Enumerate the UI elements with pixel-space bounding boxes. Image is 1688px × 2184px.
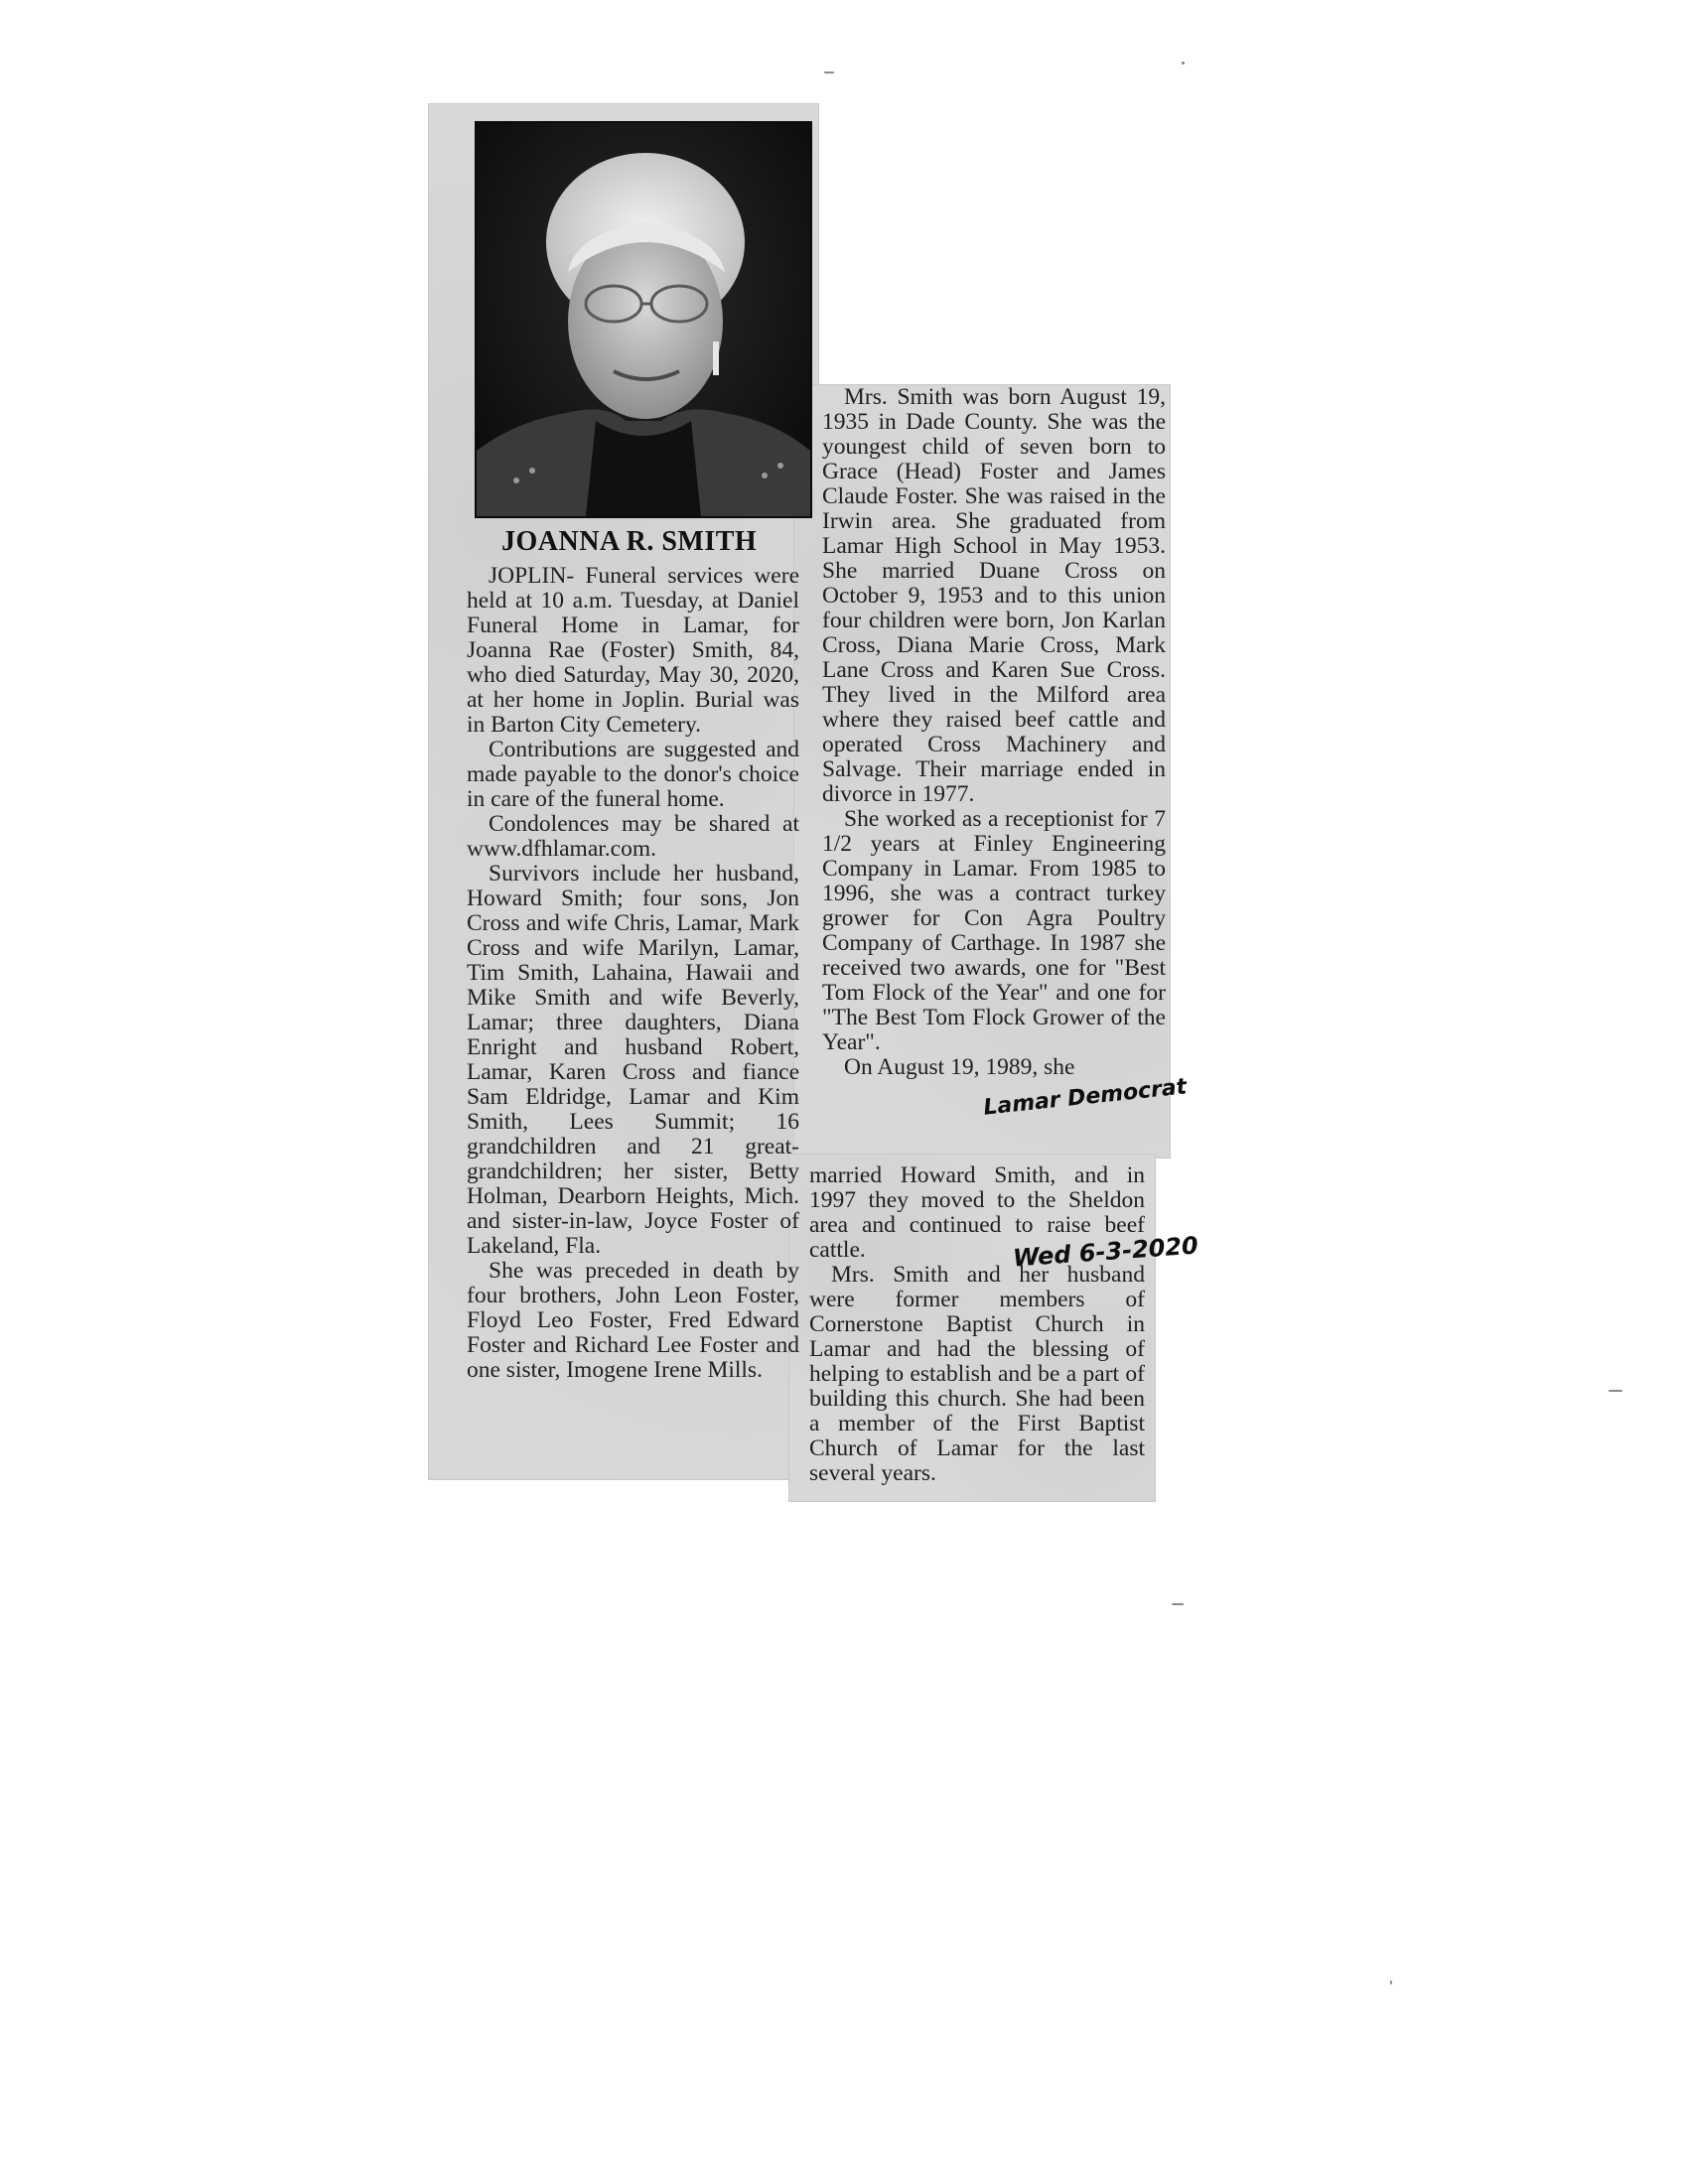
paragraph-marriage-end: married Howard Smith, and in 1997 they moved to the Sheldon area and continued to raise beef cattle. (809, 1162, 1145, 1263)
paragraph-survivors: Survivors include her husband, Howard Smith; four sons, Jon Cross and wife Chris, Lamar, Mark Cross and wife Marilyn, Lamar, Tim Smith, Lahaina, Hawaii and Mike Smith and wife Beverly, Lamar; three daughters, Diana Enright and husband Robert, Lamar, Karen Cross and fiance Sam Eldridge, Lamar and Kim Smith, Lees Summit; 16 grandchildren and 21 great-grandchildren; her sister, Betty Holman, Dearborn Heights, Mich. and sister-in-law, Joyce Foster of Lakeland, Fla. (467, 861, 799, 1259)
scan-speck (1172, 1603, 1184, 1605)
portrait-photo (475, 121, 812, 518)
handwritten-date-note: Wed 6-3-2020 (1012, 1231, 1199, 1273)
scan-speck (824, 71, 834, 73)
scan-speck (1390, 1980, 1392, 1984)
paragraph-career: She worked as a receptionist for 7 1/2 years at Finley Engineering Company in Lamar. From 1985 to 1996, she was a contract turkey grower for Con Agra Poultry Company of Carthage. In 1987 she received two awards, one for "Best Tom Flock of the Year" and one for "The Best Tom Flock Grower of the Year". (822, 806, 1166, 1055)
obituary-column-2 (822, 385, 1166, 1080)
scan-speck (1182, 62, 1185, 65)
handwritten-source-note: Lamar Democrat (982, 1074, 1189, 1121)
scan-speck (1609, 1390, 1622, 1392)
paragraph-condolences: Condolences may be shared at www.dfhlamar.com. (467, 811, 799, 862)
paragraph-preceded: She was preceded in death by four brothers, John Leon Foster, Floyd Leo Foster, Fred Edward Foster and Richard Lee Foster and one sister, Imogene Irene Mills. (467, 1258, 799, 1383)
paragraph-biography: Mrs. Smith was born August 19, 1935 in Dade County. She was the youngest child of seven born to Grace (Head) Foster and James Claude Foster. She was raised in the Irwin area. She graduated from Lamar High School in May 1953. She married Duane Cross on October 9, 1953 and to this union four children were born, Jon Karlan Cross, Diana Marie Cross, Mark Lane Cross and Karen Sue Cross. They lived in the Milford area where they raised beef cattle and operated Cross Machinery and Salvage. Their marriage ended in divorce in 1977. (822, 384, 1166, 807)
paragraph-contributions: Contributions are suggested and made payable to the donor's choice in care of the funeral home. (467, 737, 799, 812)
paragraph-church: Mrs. Smith and her husband were former members of Cornerstone Baptist Church in Lamar and had the blessing of helping to establish and be a part of building this church. She had been a member of the First Baptist Church of Lamar for the last several years. (809, 1262, 1145, 1486)
obituary-column-1 (467, 564, 799, 1383)
obituary-column-3 (809, 1163, 1145, 1486)
obituary-headline: JOANNA R. SMITH (501, 526, 758, 557)
paragraph-marriage-start: On August 19, 1989, she (844, 1054, 1075, 1080)
paragraph-services: JOPLIN- Funeral services were held at 10 a.m. Tuesday, at Daniel Funeral Home in Lamar, for Joanna Rae (Foster) Smith, 84, who died Saturday, May 30, 2020, at her home in Joplin. Burial was in Barton City Cemetery. (467, 563, 799, 738)
